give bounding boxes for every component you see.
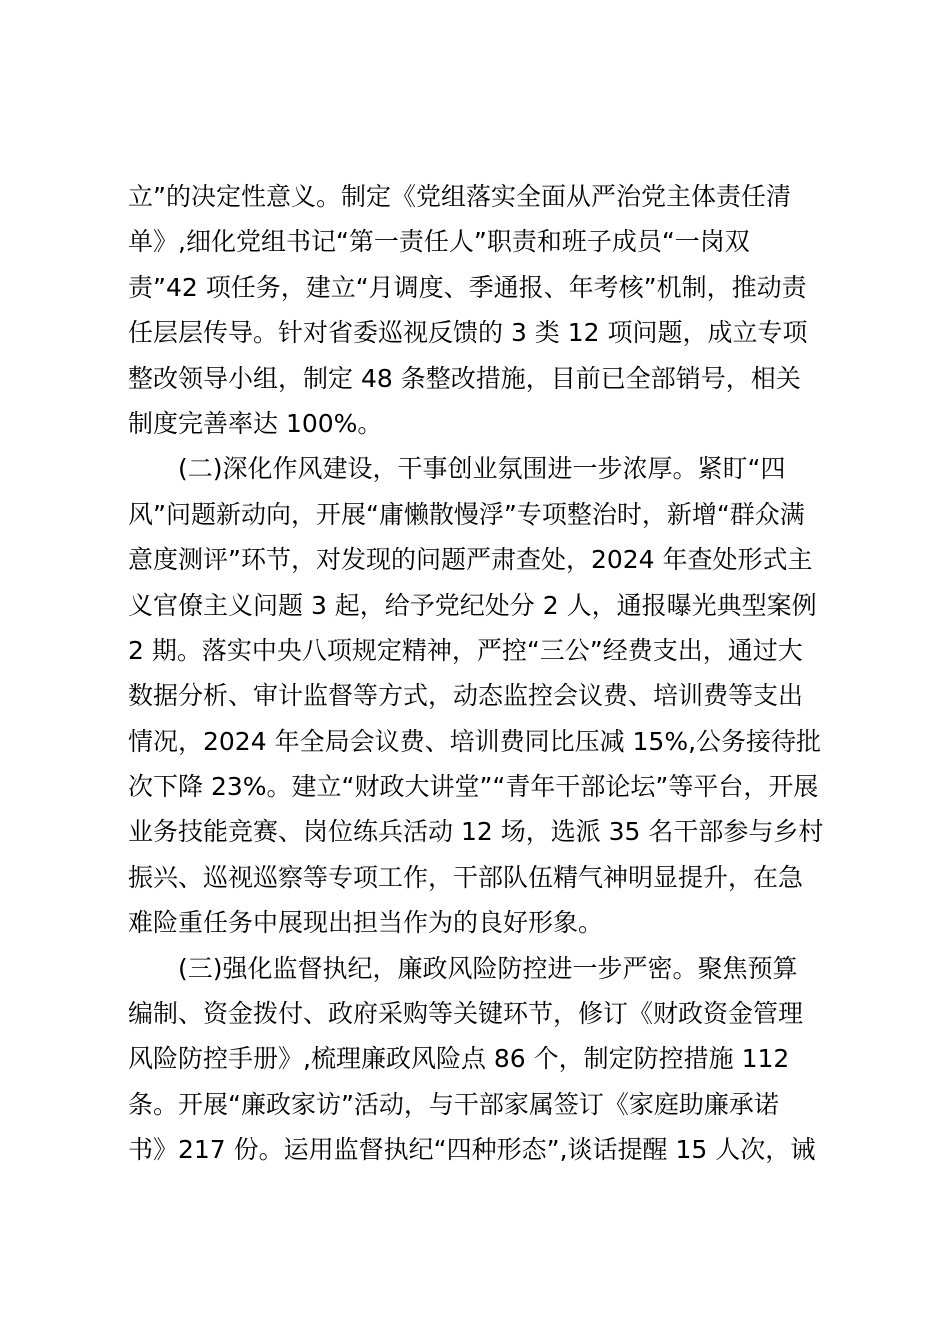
document-body <box>128 174 838 1173</box>
text-line: 难险重任务中展现出担当作为的良好形象。 <box>128 908 604 938</box>
paragraph-party-responsibility <box>128 174 838 446</box>
text-line: (三)强化监督执纪，廉政风险防控进一步严密。聚焦预算 <box>178 953 798 983</box>
paragraph-supervision <box>128 946 838 1173</box>
text-line: 次下降 23%。建立“财政大讲堂”“青年干部论坛”等平台，开展 <box>128 772 819 802</box>
text-line: 整改领导小组，制定 48 条整改措施，目前已全部销号，相关 <box>128 363 801 393</box>
text-line: 情况，2024 年全局会议费、培训费同比压减 15%,公务接待批 <box>128 726 822 756</box>
text-line: 任层层传导。针对省委巡视反馈的 3 类 12 项问题，成立专项 <box>128 318 808 348</box>
text-line: 风”问题新动向，开展“庸懒散慢浮”专项整治时，新增“群众满 <box>128 499 805 529</box>
text-line: 立”的决定性意义。制定《党组落实全面从严治党主体责任清 <box>128 182 791 211</box>
text-line: 条。开展“廉政家访”活动，与干部家属签订《家庭助廉承诺 <box>128 1089 779 1119</box>
text-line: 义官僚主义问题 3 起，给予党纪处分 2 人，通报曝光典型案例 <box>128 590 817 620</box>
text-line: 责”42 项任务，建立“月调度、季通报、年考核”机制，推动责 <box>128 272 807 302</box>
text-line: 数据分析、审计监督等方式，动态监控会议费、培训费等支出 <box>128 681 804 711</box>
text-line: (二)深化作风建设，干事创业氛围进一步浓厚。紧盯“四 <box>178 454 786 484</box>
text-line: 编制、资金拨付、政府采购等关键环节，修订《财政资金管理 <box>128 999 804 1029</box>
text-line: 2 期。落实中央八项规定精神，严控“三公”经费支出，通过大 <box>128 635 803 665</box>
paragraph-work-style <box>128 446 838 945</box>
text-line: 意度测评”环节，对发现的问题严肃查处，2024 年查处形式主 <box>128 545 813 575</box>
text-line: 书》217 份。运用监督执纪“四种形态”,谈话提醒 15 人次，诫 <box>128 1135 816 1165</box>
text-line: 风险防控手册》,梳理廉政风险点 86 个，制定防控措施 112 <box>128 1044 790 1074</box>
text-line: 业务技能竞赛、岗位练兵活动 12 场，选派 35 名干部参与乡村 <box>128 817 824 847</box>
text-line: 振兴、巡视巡察等专项工作，干部队伍精气神明显提升，在急 <box>128 862 804 892</box>
text-line: 单》,细化党组书记“第一责任人”职责和班子成员“一岗双 <box>128 227 750 257</box>
text-line: 制度完善率达 100%。 <box>128 408 383 438</box>
